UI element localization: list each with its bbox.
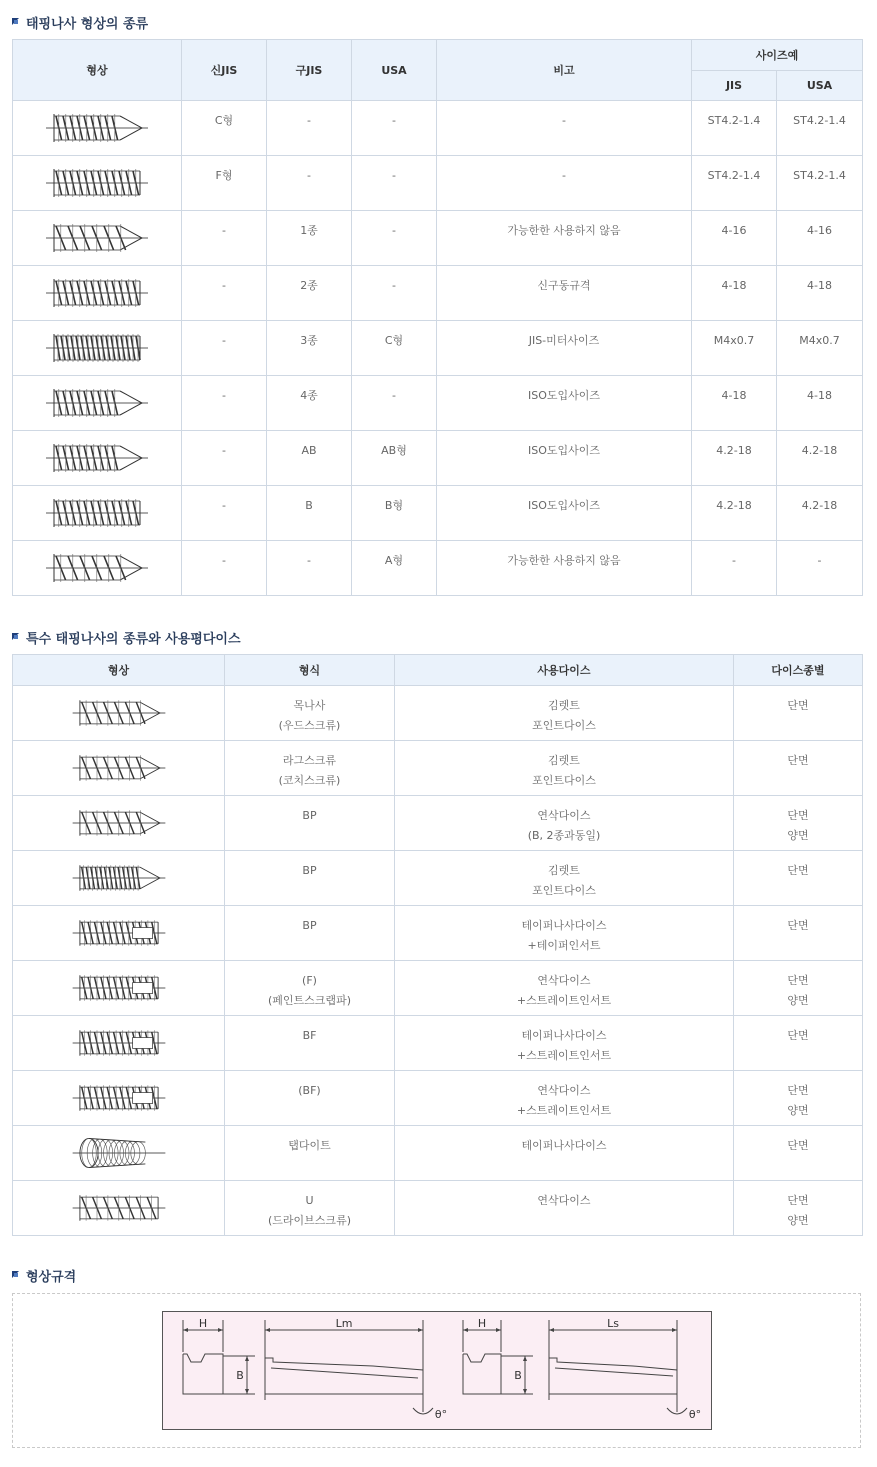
coarse-pointed-screw-icon	[42, 218, 152, 258]
shape-cell	[13, 486, 182, 541]
cell-line: 목나사	[293, 699, 326, 712]
cell-type	[225, 961, 395, 1016]
cell-usa: -	[352, 211, 437, 266]
cell-line: 테이퍼나사다이스	[521, 919, 607, 932]
cell-die-kind	[734, 1181, 863, 1236]
cell-old-jis: -	[267, 156, 352, 211]
cell-size-jis: 4-18	[692, 376, 777, 431]
cell-dies	[395, 961, 734, 1016]
shape-cell	[13, 1071, 225, 1126]
cell-type	[225, 796, 395, 851]
cell-line: 탭다이트	[288, 1139, 331, 1152]
shape-cell	[13, 1181, 225, 1236]
cell-line: 김렛트	[548, 864, 580, 877]
drive-screw-icon	[69, 1188, 169, 1228]
shape-cell	[13, 906, 225, 961]
cell-usa: B형	[352, 486, 437, 541]
header-old-jis: 구JIS	[267, 40, 352, 101]
label-h-right: H	[477, 1317, 487, 1330]
cell-line: 단면	[787, 1139, 809, 1152]
cell-usa: -	[352, 376, 437, 431]
header-dies: 사용다이스	[395, 655, 734, 686]
table-row	[13, 851, 863, 906]
table-row	[13, 741, 863, 796]
header-shape: 형상	[13, 40, 182, 101]
cell-die-kind	[734, 741, 863, 796]
header-usa: USA	[352, 40, 437, 101]
cell-line: +스트레이트인서트	[516, 994, 612, 1007]
cell-new-jis: -	[182, 376, 267, 431]
cell-old-jis: B	[267, 486, 352, 541]
flat-end-screw-icon	[42, 163, 152, 203]
slotted-screw-icon	[69, 913, 169, 953]
wood-screw-icon	[69, 748, 169, 788]
special-tapping-screws-table	[12, 654, 863, 1236]
cell-size-usa: ST4.2-1.4	[777, 101, 863, 156]
table-row	[13, 101, 863, 156]
table-row	[13, 486, 863, 541]
cell-new-jis: -	[182, 431, 267, 486]
section-title-special-tapping-screws	[12, 627, 241, 647]
shape-cell	[13, 1126, 225, 1181]
cell-line: (우드스크류)	[278, 719, 341, 732]
cell-old-jis: 2종	[267, 266, 352, 321]
table-row	[13, 1071, 863, 1126]
cell-line: 연삭다이스	[537, 974, 591, 987]
fine-flat-screw-icon	[42, 328, 152, 368]
cell-line: +스트레이트인서트	[516, 1049, 612, 1062]
cell-line: 양면	[787, 1214, 809, 1227]
section-title-tapping-screw-types	[12, 12, 148, 32]
cell-old-jis: AB	[267, 431, 352, 486]
cell-size-usa: 4-18	[777, 376, 863, 431]
cell-line: 양면	[787, 829, 809, 842]
cell-size-usa: ST4.2-1.4	[777, 156, 863, 211]
shape-cell	[13, 266, 182, 321]
cell-line: +테이퍼인서트	[527, 939, 601, 952]
cell-size-usa: M4x0.7	[777, 321, 863, 376]
shape-cell	[13, 101, 182, 156]
wood-screw-icon	[69, 693, 169, 733]
table-row	[13, 796, 863, 851]
tap-tight-screw-icon	[69, 1133, 169, 1173]
cell-size-jis: M4x0.7	[692, 321, 777, 376]
long-point-screw-icon	[69, 803, 169, 843]
shape-cell	[13, 211, 182, 266]
cell-line: 양면	[787, 1104, 809, 1117]
shape-cell	[13, 961, 225, 1016]
header-new-jis: 신JIS	[182, 40, 267, 101]
table-row	[13, 321, 863, 376]
table-row	[13, 1181, 863, 1236]
cell-line: (코치스크류)	[278, 774, 341, 787]
label-theta-left: θ°	[434, 1408, 448, 1421]
cell-remarks: 신구동규격	[437, 266, 692, 321]
cell-size-usa: 4.2-18	[777, 431, 863, 486]
cell-line: 단면	[787, 864, 809, 877]
pointed-screw-icon	[42, 108, 152, 148]
cell-die-kind	[734, 906, 863, 961]
cell-dies	[395, 906, 734, 961]
cell-line: +스트레이트인서트	[516, 1104, 612, 1117]
cell-usa: -	[352, 266, 437, 321]
header-shape: 형상	[13, 655, 225, 686]
cell-size-usa: -	[777, 541, 863, 596]
shape-cell	[13, 431, 182, 486]
cell-line: 라그스크류	[282, 754, 337, 767]
cell-type	[225, 851, 395, 906]
header-remarks: 비고	[437, 40, 692, 101]
cell-line: 단면	[787, 1029, 809, 1042]
cell-line: 연삭다이스	[537, 1194, 591, 1207]
cell-line: (B, 2종과동일)	[527, 829, 601, 842]
table-row	[13, 541, 863, 596]
cell-old-jis: 3종	[267, 321, 352, 376]
bullet-icon	[12, 18, 20, 26]
cell-die-kind	[734, 686, 863, 741]
cell-line: 단면	[787, 919, 809, 932]
header-size-usa: USA	[777, 71, 863, 101]
cell-remarks: ISO도입사이즈	[437, 431, 692, 486]
cell-dies	[395, 1071, 734, 1126]
table-row	[13, 156, 863, 211]
bullet-icon	[12, 1271, 20, 1279]
cell-line: 양면	[787, 994, 809, 1007]
cell-die-kind	[734, 961, 863, 1016]
header-die-kind: 다이스종별	[734, 655, 863, 686]
header-size-jis: JIS	[692, 71, 777, 101]
table-row	[13, 431, 863, 486]
cell-new-jis: -	[182, 541, 267, 596]
cell-dies	[395, 1126, 734, 1181]
cell-line: (BF)	[298, 1084, 321, 1097]
section-title-text: 태핑나사 형상의 종류	[26, 16, 149, 32]
cell-size-jis: ST4.2-1.4	[692, 101, 777, 156]
cell-size-usa: 4-18	[777, 266, 863, 321]
cell-size-jis: 4-18	[692, 266, 777, 321]
cell-old-jis: -	[267, 541, 352, 596]
cell-old-jis: 1종	[267, 211, 352, 266]
cell-new-jis: -	[182, 486, 267, 541]
cell-line: BP	[302, 864, 317, 877]
cell-line: 단면	[787, 1194, 809, 1207]
cell-size-usa: 4-16	[777, 211, 863, 266]
label-ls: Ls	[607, 1317, 619, 1330]
cell-new-jis: F형	[182, 156, 267, 211]
cell-remarks: ISO도입사이즈	[437, 376, 692, 431]
cell-line: 포인트다이스	[532, 884, 596, 897]
cell-size-jis: 4.2-18	[692, 486, 777, 541]
table-row	[13, 266, 863, 321]
shape-cell	[13, 851, 225, 906]
cell-size-jis: 4-16	[692, 211, 777, 266]
cell-usa: A형	[352, 541, 437, 596]
cell-type	[225, 906, 395, 961]
header-size-example: 사이즈예	[692, 40, 863, 71]
cell-dies	[395, 1181, 734, 1236]
bullet-icon	[12, 633, 20, 641]
pointed-screw-icon	[42, 383, 152, 423]
cell-line: 단면	[787, 974, 809, 987]
cell-usa: -	[352, 156, 437, 211]
cell-new-jis: -	[182, 321, 267, 376]
cell-line: 테이퍼나사다이스	[521, 1029, 607, 1042]
cell-die-kind	[734, 1016, 863, 1071]
cell-line: (드라이브스크류)	[268, 1214, 351, 1227]
table-row	[13, 961, 863, 1016]
cell-line: 연삭다이스	[537, 1084, 591, 1097]
cell-line: (F)	[302, 974, 317, 987]
section-title-text: 형상규격	[26, 1269, 77, 1285]
shape-cell	[13, 541, 182, 596]
cell-line: 단면	[787, 1084, 809, 1097]
section-title-shape-spec	[12, 1265, 76, 1285]
slotted-screw-icon	[69, 1078, 169, 1118]
die-spec-drawing	[163, 1312, 711, 1429]
table-row	[13, 211, 863, 266]
cell-type	[225, 686, 395, 741]
table-row	[13, 1126, 863, 1181]
label-theta-right: θ°	[688, 1408, 702, 1421]
header-type: 형식	[225, 655, 395, 686]
cell-new-jis: -	[182, 211, 267, 266]
shape-cell	[13, 156, 182, 211]
cell-line: 단면	[787, 754, 809, 767]
table-row	[13, 686, 863, 741]
cell-remarks: 가능한한 사용하지 않음	[437, 541, 692, 596]
cell-line: 테이퍼나사다이스	[521, 1139, 607, 1152]
cell-die-kind	[734, 1071, 863, 1126]
pointed-screw-icon	[42, 438, 152, 478]
slotted-screw-icon	[69, 968, 169, 1008]
flat-end-screw-icon	[42, 273, 152, 313]
table-row	[13, 1016, 863, 1071]
cell-type	[225, 1181, 395, 1236]
cell-size-jis: -	[692, 541, 777, 596]
cell-usa: AB형	[352, 431, 437, 486]
cell-size-usa: 4.2-18	[777, 486, 863, 541]
table-row	[13, 376, 863, 431]
cell-type	[225, 741, 395, 796]
cell-line: U	[305, 1194, 314, 1207]
cell-type	[225, 1126, 395, 1181]
cell-line: 김렛트	[548, 754, 580, 767]
cell-die-kind	[734, 1126, 863, 1181]
cell-type	[225, 1071, 395, 1126]
cell-type	[225, 1016, 395, 1071]
cell-dies	[395, 686, 734, 741]
shape-cell	[13, 1016, 225, 1071]
shape-cell	[13, 686, 225, 741]
cell-line: (페인트스크랩파)	[268, 994, 351, 1007]
flat-end-screw-icon	[42, 493, 152, 533]
cell-dies	[395, 851, 734, 906]
cell-old-jis: 4종	[267, 376, 352, 431]
cell-line: BF	[302, 1029, 317, 1042]
cell-remarks: 가능한한 사용하지 않음	[437, 211, 692, 266]
cell-old-jis: -	[267, 101, 352, 156]
cell-line: 포인트다이스	[532, 719, 596, 732]
shape-cell	[13, 741, 225, 796]
cell-line: 포인트다이스	[532, 774, 596, 787]
label-h-left: H	[198, 1317, 208, 1330]
shape-cell	[13, 376, 182, 431]
cell-line: BP	[302, 809, 317, 822]
cell-die-kind	[734, 851, 863, 906]
cell-remarks: ISO도입사이즈	[437, 486, 692, 541]
shape-cell	[13, 796, 225, 851]
cell-line: 단면	[787, 699, 809, 712]
table-row	[13, 906, 863, 961]
shape-cell	[13, 321, 182, 376]
cell-remarks: -	[437, 101, 692, 156]
shape-spec-diagram	[162, 1311, 712, 1430]
cell-die-kind	[734, 796, 863, 851]
cell-dies	[395, 741, 734, 796]
tapping-screw-types-table	[12, 39, 863, 596]
label-b-left: B	[236, 1369, 244, 1382]
tapered-fine-screw-icon	[69, 858, 169, 898]
cell-line: BP	[302, 919, 317, 932]
slotted-screw-icon	[69, 1023, 169, 1063]
cell-new-jis: -	[182, 266, 267, 321]
coarse-pointed-screw-icon	[42, 548, 152, 588]
cell-new-jis: C형	[182, 101, 267, 156]
cell-line: 김렛트	[548, 699, 580, 712]
section-title-text: 특수 태핑나사의 종류와 사용평다이스	[26, 631, 241, 647]
cell-usa: -	[352, 101, 437, 156]
cell-dies	[395, 796, 734, 851]
cell-line: 연삭다이스	[537, 809, 591, 822]
cell-remarks: -	[437, 156, 692, 211]
cell-size-jis: ST4.2-1.4	[692, 156, 777, 211]
cell-line: 단면	[787, 809, 809, 822]
label-b-right: B	[514, 1369, 522, 1382]
cell-usa: C형	[352, 321, 437, 376]
cell-dies	[395, 1016, 734, 1071]
cell-size-jis: 4.2-18	[692, 431, 777, 486]
cell-remarks: JIS-미터사이즈	[437, 321, 692, 376]
label-lm: Lm	[335, 1317, 353, 1330]
